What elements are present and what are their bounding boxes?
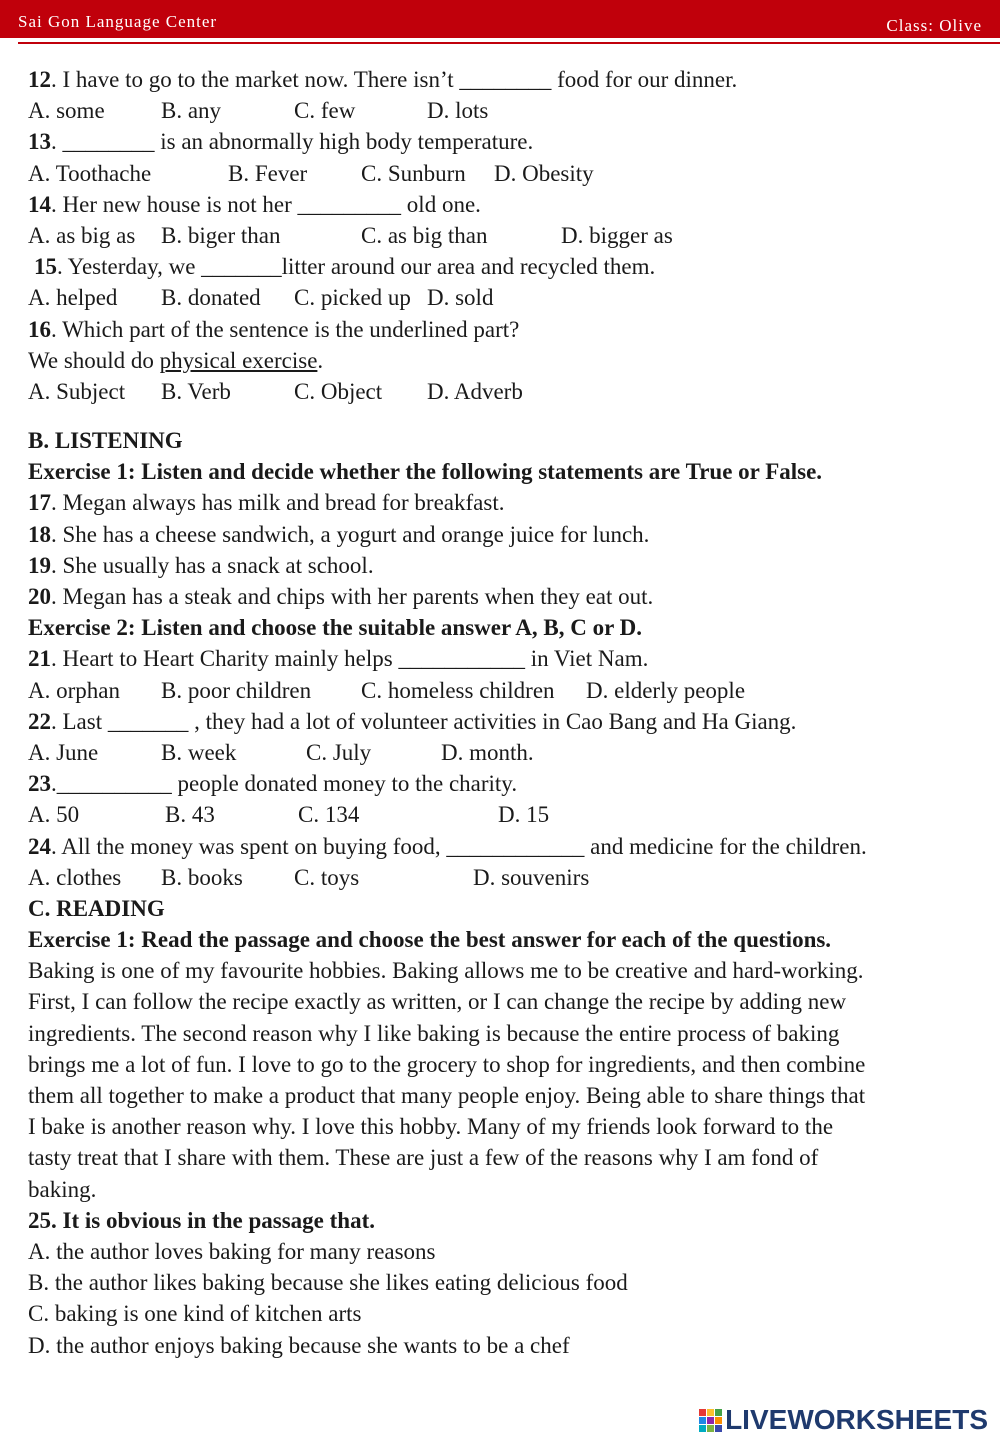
answer-option: A. June	[28, 739, 99, 765]
header-divider	[18, 42, 1000, 44]
answer-option: D. sold	[427, 285, 494, 311]
section-heading: Exercise 1: Read the passage and choose the best answer for each of the questions.	[28, 927, 832, 953]
worksheet-content	[28, 64, 978, 1361]
question-number: 23	[28, 771, 51, 797]
text-line: I bake is another reason why. I love this hobby. Many of my friends look forward to the	[28, 1114, 834, 1140]
answer-option: A. 50	[28, 802, 80, 828]
answer-option: A. as big as	[28, 222, 136, 248]
text-line: D. the author enjoys baking because she wants to be a chef	[28, 1332, 570, 1358]
text-line: them all together to make a product that many people enjoy. Being able to share things that	[28, 1083, 866, 1108]
answer-options	[28, 675, 978, 706]
question-number: 19	[28, 552, 51, 578]
answer-options	[28, 376, 978, 407]
question-line	[28, 487, 978, 518]
answer-options	[28, 862, 978, 893]
answer-option: C. 134	[298, 802, 360, 828]
question-text: . Yesterday, we _______litter around our area and recycled them.	[57, 254, 656, 280]
answer-options	[28, 158, 978, 189]
logo-square	[699, 1417, 706, 1424]
question-number: 15	[34, 254, 57, 280]
section-heading: C. READING	[28, 895, 165, 921]
answer-option: C. Sunburn	[361, 160, 466, 186]
question-number: 17	[28, 490, 51, 516]
text-line: C. baking is one kind of kitchen arts	[28, 1301, 362, 1327]
logo-square	[707, 1425, 714, 1432]
section-heading: B. LISTENING	[28, 428, 183, 454]
logo-square	[699, 1425, 706, 1432]
answer-option: C. Object	[294, 378, 383, 404]
answer-options	[28, 282, 978, 313]
answer-option: B. any	[161, 98, 222, 124]
question-text: . Heart to Heart Charity mainly helps ___________ in Viet Nam.	[51, 646, 649, 672]
answer-option: C. few	[294, 98, 356, 124]
sentence-end: .	[317, 347, 324, 373]
question-number: 16	[28, 316, 51, 342]
question-text: . ________ is an abnormally high body temperature.	[51, 129, 534, 155]
answer-option: B. donated	[161, 285, 261, 311]
answer-option: C. homeless children	[361, 677, 555, 703]
answer-option: B. Verb	[161, 378, 231, 404]
answer-option: B. biger than	[161, 222, 281, 248]
question-line	[28, 519, 978, 550]
answer-option: D. elderly people	[586, 677, 746, 703]
question-text: . She has a cheese sandwich, a yogurt and orange juice for lunch.	[51, 521, 650, 547]
answer-option: D. souvenirs	[473, 864, 590, 890]
question-number: 24	[28, 833, 51, 859]
section-heading: Exercise 2: Listen and choose the suitable answer A, B, C or D.	[28, 615, 642, 641]
answer-option: B. poor children	[161, 677, 312, 703]
question-number: 14	[28, 191, 51, 217]
answer-option: A. orphan	[28, 677, 120, 703]
question-line	[28, 314, 978, 345]
question-text: . I have to go to the market now. There isn’t ________ food for our dinner.	[51, 67, 738, 92]
text-line: First, I can follow the recipe exactly as written, or I can change the recipe by adding new	[28, 989, 847, 1015]
text-line: brings me a lot of fun. I love to go to the grocery to shop for ingredients, and then combine	[28, 1051, 866, 1077]
class-name: Class: Olive	[886, 16, 982, 35]
answer-option: C. toys	[294, 864, 360, 890]
question-text: . All the money was spent on buying food, ____________ and medicine for the children.	[51, 833, 867, 859]
answer-option: B. books	[161, 864, 243, 890]
logo-mark-icon	[699, 1409, 721, 1431]
question-number: 21	[28, 646, 51, 672]
answer-option: D. Obesity	[494, 160, 594, 186]
answer-option: A. clothes	[28, 864, 122, 890]
question-line	[28, 831, 978, 862]
answer-option: A. helped	[28, 285, 118, 311]
question-text: . She usually has a snack at school.	[51, 552, 374, 578]
question-number: 22	[28, 708, 51, 734]
answer-options	[28, 95, 978, 126]
section-heading: Exercise 1: Listen and decide whether the following statements are True or False.	[28, 459, 823, 485]
question-line	[28, 581, 978, 612]
question-line	[28, 126, 978, 157]
question-line	[28, 706, 978, 737]
question-number: 20	[28, 584, 51, 609]
logo-text: LIVEWORKSHEETS	[725, 1404, 988, 1435]
text-line: Baking is one of my favourite hobbies. Baking allows me to be creative and hard-working.	[28, 958, 864, 984]
question-text: . Her new house is not her _________ old one.	[51, 191, 481, 217]
logo-square	[715, 1417, 722, 1424]
answer-option: B. week	[161, 739, 237, 765]
header-bar	[0, 0, 1000, 38]
answer-option: B. 43	[165, 802, 215, 828]
answer-options	[28, 799, 978, 830]
logo-square	[715, 1425, 722, 1432]
answer-option: A. some	[28, 98, 105, 124]
answer-option: A. Toothache	[28, 160, 152, 186]
question-text: . Last _______ , they had a lot of volunteer activities in Cao Bang and Ha Giang.	[51, 708, 797, 734]
logo-square	[707, 1409, 714, 1416]
answer-option: C. picked up	[294, 285, 411, 311]
center-name: Sai Gon Language Center	[18, 12, 218, 31]
section-heading: 25. It is obvious in the passage that.	[28, 1207, 375, 1233]
liveworksheets-logo	[699, 1404, 988, 1436]
answer-option: B. Fever	[228, 160, 308, 186]
question-text: . Megan always has milk and bread for breakfast.	[51, 490, 505, 516]
question-line	[28, 189, 978, 220]
answer-option: D. 15	[498, 802, 550, 828]
example-sentence	[28, 345, 978, 376]
answer-option: D. bigger as	[561, 222, 673, 248]
spacer	[28, 407, 978, 425]
logo-square	[715, 1409, 722, 1416]
answer-option: C. as big than	[361, 222, 488, 248]
question-line	[28, 550, 978, 581]
question-number: 13	[28, 129, 51, 155]
answer-option: D. month.	[441, 739, 534, 765]
answer-option: D. Adverb	[427, 378, 523, 404]
logo-square	[699, 1409, 706, 1416]
text-line: ingredients. The second reason why I like baking is because the entire process of baking	[28, 1020, 840, 1046]
question-text: . Megan has a steak and chips with her parents when they eat out.	[51, 584, 654, 609]
answer-options	[28, 737, 978, 768]
text-line: B. the author likes baking because she likes eating delicious food	[28, 1270, 628, 1296]
text-line: A. the author loves baking for many reasons	[28, 1238, 436, 1264]
underlined-part: physical exercise	[159, 347, 318, 373]
question-line	[28, 643, 978, 674]
question-line	[28, 251, 978, 282]
question-number: 18	[28, 521, 51, 547]
question-text: . Which part of the sentence is the underlined part?	[51, 316, 520, 342]
answer-options	[28, 220, 978, 251]
question-text: .__________ people donated money to the charity.	[51, 771, 518, 797]
answer-option: A. Subject	[28, 378, 126, 404]
logo-square	[707, 1417, 714, 1424]
text-line: tasty treat that I share with them. These are just a few of the reasons why I am fond of	[28, 1145, 819, 1171]
question-line	[28, 64, 978, 95]
question-line	[28, 768, 978, 799]
sentence-start: We should do	[28, 347, 160, 373]
question-number: 12	[28, 67, 51, 92]
answer-option: D. lots	[427, 98, 489, 124]
text-line: baking.	[28, 1176, 97, 1202]
answer-option: C. July	[306, 739, 372, 765]
